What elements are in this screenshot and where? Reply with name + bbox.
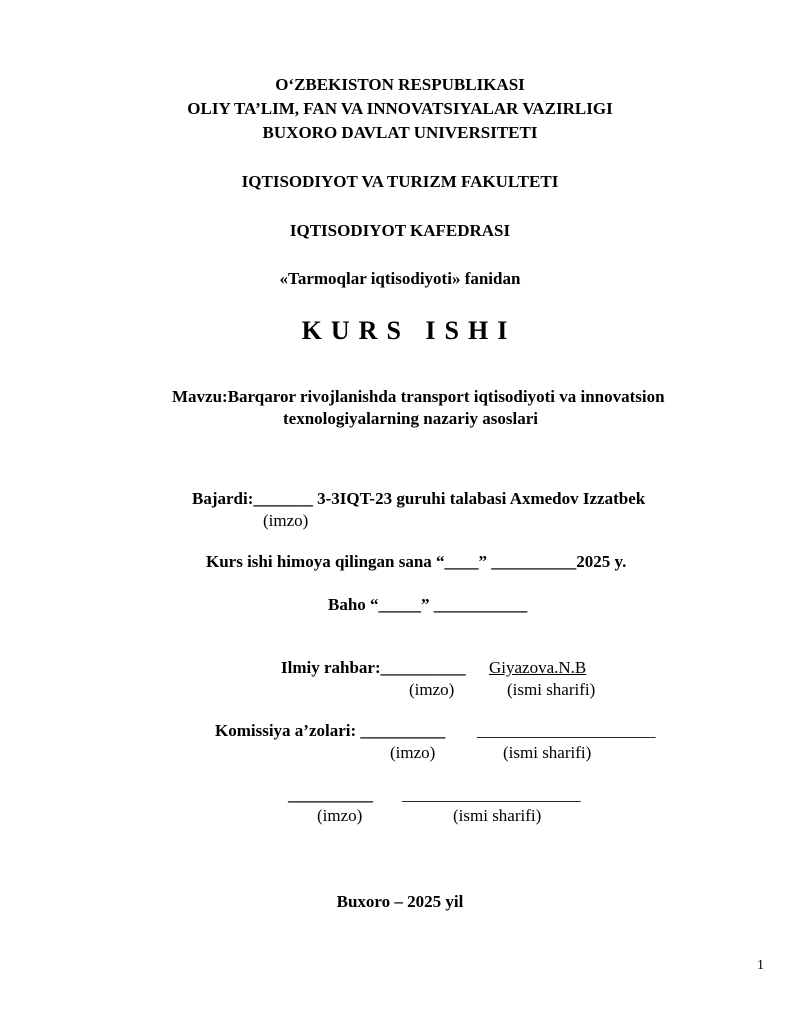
supervisor-name: Giyazova.N.B xyxy=(489,658,587,677)
document-title: KURS ISHI xyxy=(301,316,517,345)
header-ministry: OLIY TA’LIM, FAN VA INNOVATSIYALAR VAZIRLIGI xyxy=(187,99,613,118)
commission-name-blank: _____________________ xyxy=(477,721,656,740)
commission-name-caption: (ismi sharifi) xyxy=(503,743,592,762)
commission2-name-caption: (ismi sharifi) xyxy=(453,806,542,825)
supervisor-sign-caption: (imzo) xyxy=(409,680,455,699)
department-name: IQTISODIYOT KAFEDRASI xyxy=(289,221,511,240)
topic-line-1: Mavzu:Barqaror rivojlanishda transport iqtisodiyoti va innovatsion xyxy=(172,387,665,406)
supervisor-name-caption: (ismi sharifi) xyxy=(507,680,596,699)
faculty-name: IQTISODIYOT VA TURIZM FAKULTETI xyxy=(241,172,559,191)
commission2-sign-caption: (imzo) xyxy=(317,806,363,825)
commission-sign-caption: (imzo) xyxy=(390,743,436,762)
header-country: O‘ZBEKISTON RESPUBLIKASI xyxy=(275,75,525,94)
commission2-sign-blank: __________ xyxy=(288,785,373,804)
header-university: BUXORO DAVLAT UNIVERSITETI xyxy=(262,123,538,142)
subject-name: «Tarmoqlar iqtisodiyoti» fanidan xyxy=(279,269,521,288)
defense-date-line: Kurs ishi himoya qilingan sana “____” __________2025 y. xyxy=(206,552,627,571)
topic-line-2: texnologiyalarning nazariy asoslari xyxy=(283,409,538,428)
grade-line: Baho “_____” ___________ xyxy=(328,595,528,614)
supervisor-label: Ilmiy rahbar:__________ xyxy=(281,658,466,677)
page-number: 1 xyxy=(757,958,764,973)
commission-label: Komissiya a’zolari: __________ xyxy=(215,721,446,740)
footer-city-year: Buxoro – 2025 yil xyxy=(336,892,464,911)
performer-sign-caption: (imzo) xyxy=(263,511,309,530)
commission2-name-blank: _____________________ xyxy=(402,785,581,804)
performer-line: Bajardi:_______ 3-3IQT-23 guruhi talabasi Axmedov Izzatbek xyxy=(192,489,646,508)
